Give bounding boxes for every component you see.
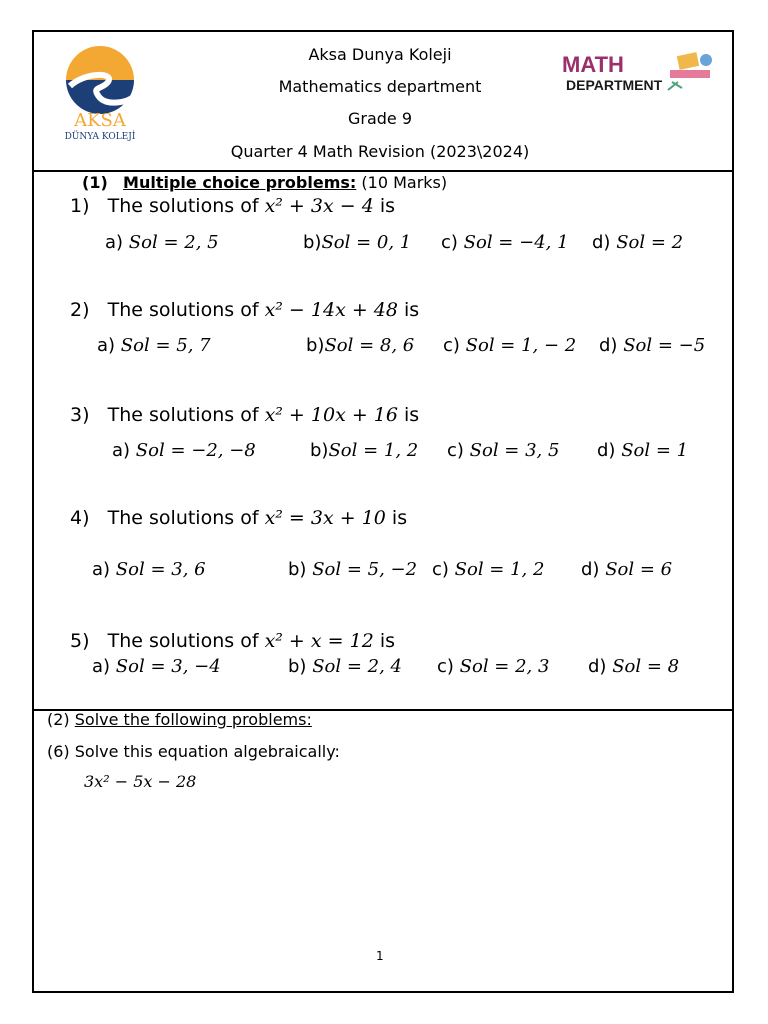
option-label: c) bbox=[437, 656, 454, 677]
option-answer: Sol = 8, 6 bbox=[324, 335, 415, 356]
option-answer: Sol = 5, −2 bbox=[312, 559, 418, 580]
question-3 bbox=[70, 404, 419, 426]
section1-title: Multiple choice problems: bbox=[123, 173, 357, 192]
option-answer: Sol = 1, 2 bbox=[454, 559, 545, 580]
question-prefix: The solutions of bbox=[107, 195, 259, 217]
department-logo-text: DEPARTMENT bbox=[566, 77, 663, 93]
question-suffix: is bbox=[404, 299, 420, 321]
q5-option-d bbox=[588, 656, 679, 677]
option-answer: Sol = 2, 3 bbox=[459, 656, 550, 677]
option-label: c) bbox=[447, 440, 464, 461]
question-expression: x² − 14x + 48 bbox=[264, 299, 398, 321]
option-label: a) bbox=[92, 559, 111, 580]
q2-option-c bbox=[443, 335, 576, 356]
question-4 bbox=[70, 507, 407, 529]
q2-option-b bbox=[306, 335, 414, 356]
option-answer: Sol = 0, 1 bbox=[321, 232, 412, 253]
q5-option-c bbox=[437, 656, 549, 677]
q3-option-d bbox=[597, 440, 688, 461]
section2-heading bbox=[47, 710, 312, 729]
question-number: 2) bbox=[70, 299, 90, 321]
option-answer: Sol = 1 bbox=[621, 440, 689, 461]
option-answer: Sol = −4, 1 bbox=[463, 232, 569, 253]
section1-marks: (10 Marks) bbox=[361, 173, 448, 192]
option-label: b) bbox=[306, 335, 325, 356]
option-answer: Sol = 2, 5 bbox=[128, 232, 219, 253]
aksa-logo-subtext: DÜNYA KOLEJİ bbox=[64, 132, 136, 142]
question-prefix: The solutions of bbox=[107, 404, 259, 426]
question-suffix: is bbox=[379, 630, 396, 652]
option-answer: Sol = 1, 2 bbox=[328, 440, 419, 461]
question-number: 3) bbox=[70, 404, 90, 426]
option-answer: Sol = −2, −8 bbox=[135, 440, 256, 461]
option-label: b) bbox=[288, 559, 307, 580]
option-answer: Sol = 3, −4 bbox=[115, 656, 221, 677]
option-label: c) bbox=[432, 559, 449, 580]
section1-number: (1) bbox=[82, 173, 108, 192]
option-label: a) bbox=[97, 335, 116, 356]
option-label: b) bbox=[303, 232, 322, 253]
option-answer: Sol = 2, 4 bbox=[312, 656, 402, 677]
department-name: Mathematics department bbox=[278, 77, 482, 96]
q2-option-d bbox=[599, 335, 705, 356]
q1-option-b bbox=[303, 232, 411, 253]
aksa-logo bbox=[60, 42, 140, 142]
grade-label: Grade 9 bbox=[347, 109, 413, 128]
option-label: d) bbox=[581, 559, 600, 580]
q1-option-d bbox=[592, 232, 683, 253]
option-answer: Sol = 2 bbox=[616, 232, 684, 253]
option-answer: Sol = 1, − 2 bbox=[465, 335, 577, 356]
question-number: 1) bbox=[70, 195, 90, 217]
option-label: c) bbox=[441, 232, 458, 253]
question-prefix: The solutions of bbox=[107, 507, 259, 529]
math-logo-text: MATH bbox=[562, 52, 624, 77]
question-expression: x² + 10x + 16 bbox=[264, 404, 398, 426]
option-label: c) bbox=[443, 335, 460, 356]
option-label: d) bbox=[599, 335, 618, 356]
question-6-expression: 3x² − 5x − 28 bbox=[84, 772, 197, 791]
option-label: d) bbox=[597, 440, 616, 461]
q4-option-c bbox=[432, 559, 544, 580]
school-name: Aksa Dunya Koleji bbox=[308, 45, 452, 64]
q1-option-c bbox=[441, 232, 569, 253]
option-answer: Sol = −5 bbox=[623, 335, 706, 356]
question-5 bbox=[70, 630, 395, 652]
question-suffix: is bbox=[391, 507, 408, 529]
question-prefix: The solutions of bbox=[107, 630, 259, 652]
question-suffix: is bbox=[404, 404, 420, 426]
option-label: a) bbox=[112, 440, 131, 461]
question-expression: x² = 3x + 10 bbox=[264, 507, 386, 529]
q2-option-a bbox=[97, 335, 211, 356]
question-expression: x² + x = 12 bbox=[264, 630, 374, 652]
option-answer: Sol = 5, 7 bbox=[120, 335, 211, 356]
section1-heading bbox=[82, 173, 447, 192]
q3-option-c bbox=[447, 440, 559, 461]
option-label: b) bbox=[288, 656, 307, 677]
option-label: d) bbox=[588, 656, 607, 677]
q1-option-a bbox=[105, 232, 219, 253]
option-answer: Sol = 3, 6 bbox=[115, 559, 206, 580]
section2-title: Solve the following problems: bbox=[74, 710, 312, 729]
option-label: d) bbox=[592, 232, 611, 253]
question-number: 5) bbox=[70, 630, 90, 652]
option-answer: Sol = 3, 5 bbox=[469, 440, 560, 461]
header-divider bbox=[34, 170, 732, 172]
q3-option-b bbox=[310, 440, 418, 461]
option-label: b) bbox=[310, 440, 329, 461]
question-expression: x² + 3x − 4 bbox=[264, 195, 374, 217]
q3-option-a bbox=[112, 440, 256, 461]
revision-title: Quarter 4 Math Revision (2023\2024) bbox=[230, 142, 530, 161]
section2-number: (2) bbox=[47, 710, 70, 729]
q4-option-a bbox=[92, 559, 206, 580]
q5-option-a bbox=[92, 656, 221, 677]
question-number: 4) bbox=[70, 507, 90, 529]
aksa-logo-text: AKSA bbox=[74, 110, 126, 131]
question-6-prompt: (6) Solve this equation algebraically: bbox=[47, 742, 340, 761]
q4-option-b bbox=[288, 559, 417, 580]
question-prefix: The solutions of bbox=[107, 299, 259, 321]
question-suffix: is bbox=[379, 195, 396, 217]
q5-option-b bbox=[288, 656, 402, 677]
q4-option-d bbox=[581, 559, 672, 580]
option-answer: Sol = 8 bbox=[612, 656, 680, 677]
question-1 bbox=[70, 195, 395, 217]
option-label: a) bbox=[92, 656, 111, 677]
page-number: 1 bbox=[376, 949, 384, 963]
option-answer: Sol = 6 bbox=[605, 559, 673, 580]
question-2 bbox=[70, 299, 419, 321]
option-label: a) bbox=[105, 232, 124, 253]
